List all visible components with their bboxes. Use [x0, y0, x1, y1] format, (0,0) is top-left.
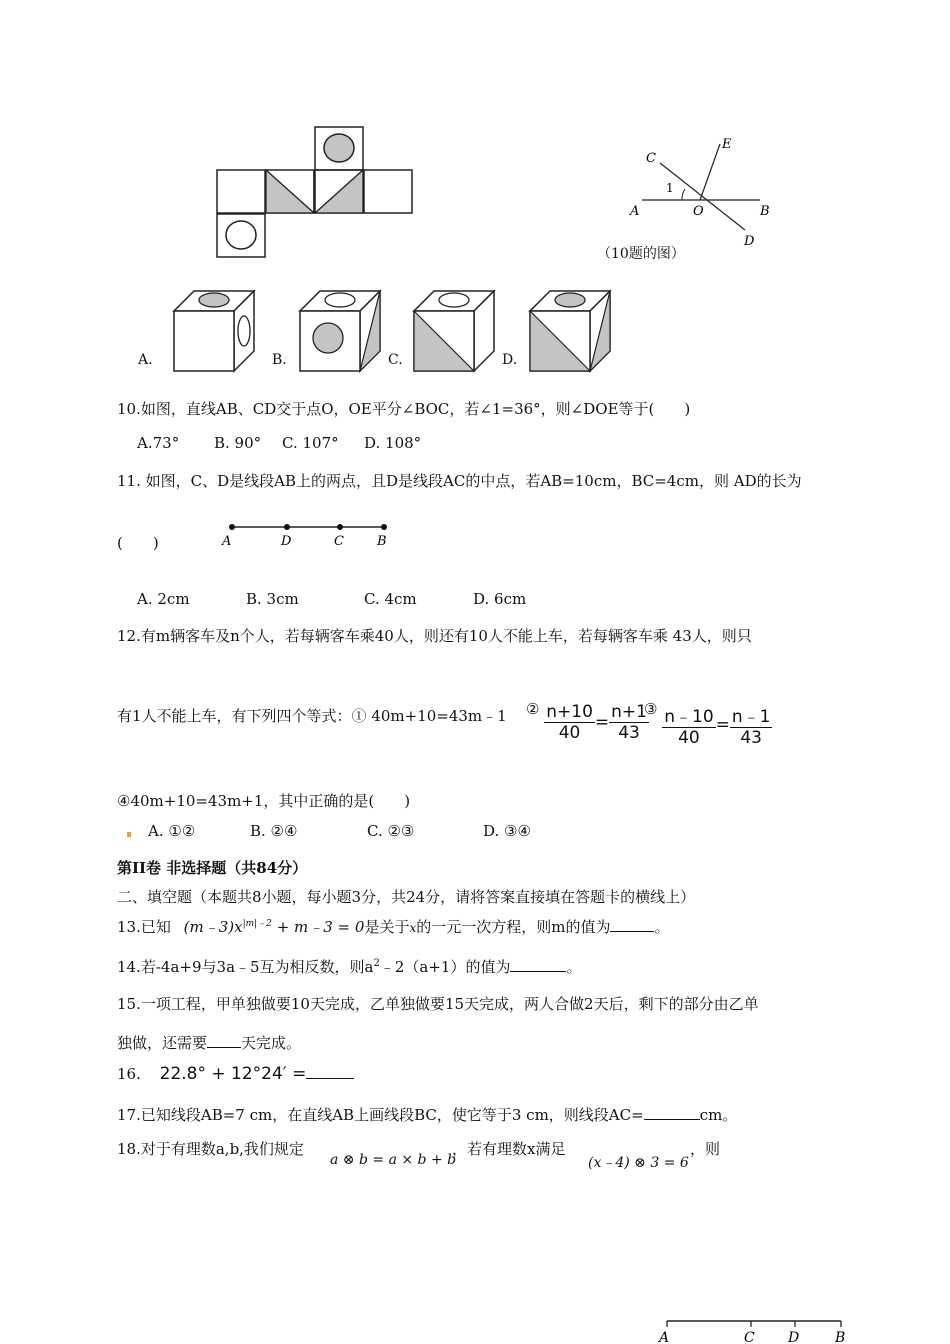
- q12-equation-3: [644, 702, 772, 748]
- question-10: 10.如图，直线AB、CD交于点O，OE平分∠BOC，若∠1=36°，则∠DOE等于( ): [117, 400, 691, 418]
- eq2-right-den: 43: [618, 723, 640, 743]
- eq3-right-fraction: [730, 702, 773, 748]
- q18-condition: (x﹣4) ⊗ 3 = 6: [588, 1155, 689, 1171]
- q11-option-d: D. 6cm: [473, 590, 527, 608]
- q12-option-d: D. ③④: [483, 822, 531, 840]
- cube-option-label-c: C.: [388, 352, 403, 368]
- q12-equation-2: [526, 702, 649, 743]
- cube-option-label-d: D.: [502, 352, 518, 368]
- cube-option-a: [168, 285, 260, 375]
- q11-option-b: B. 3cm: [246, 590, 299, 608]
- q17-answer-blank[interactable]: [644, 1119, 700, 1120]
- eq2-left-fraction: [544, 702, 595, 743]
- question-18-prefix: 18.对于有理数a,b,我们规定: [117, 1140, 304, 1158]
- q11-option-a: A. 2cm: [137, 590, 190, 608]
- question-11: 11. 如图，C、D是线段AB上的两点，且D是线段AC的中点，若AB=10cm，BC=4cm，则 AD的长为: [117, 472, 802, 490]
- q11-label-d: D: [281, 534, 292, 549]
- eq2-mark: ②: [526, 700, 540, 718]
- q13-suffix: 是关于: [364, 918, 410, 936]
- label-A: A: [630, 204, 640, 219]
- eq2-right-fraction: [609, 702, 649, 743]
- q11-option-c: C. 4cm: [364, 590, 417, 608]
- q17-text-b: cm。: [699, 1106, 738, 1124]
- q14-end: 。: [566, 958, 582, 976]
- q13-answer-blank[interactable]: [610, 931, 654, 932]
- cube-option-d: [524, 285, 616, 375]
- q10-option-a: A.73°: [137, 434, 180, 452]
- q16-answer-blank[interactable]: [306, 1078, 354, 1079]
- q15-text2a: 独做，还需要: [117, 1034, 208, 1052]
- q18-definition: a ⊗ b = a × b + b: [330, 1152, 457, 1168]
- q13-suffix2: 的一元一次方程，则m的值为: [416, 918, 611, 936]
- cube-option-label-b: B.: [272, 352, 287, 368]
- eq2-left-den: 40: [558, 723, 581, 743]
- section-2-instructions: 二、填空题（本题共8小题，每小题3分，共24分，请将答案直接填在答题卡的横线上）: [117, 888, 696, 906]
- q10-option-d: D. 108°: [364, 434, 422, 452]
- question-16: [117, 1064, 354, 1084]
- q18-mid: ，若有理数x满足: [452, 1140, 566, 1158]
- eq3-right-num: n﹣1: [730, 702, 773, 728]
- q12-option-a: A. ①②: [148, 822, 196, 840]
- question-17: [117, 1104, 737, 1125]
- q13-exponent: |m|﹣2: [242, 919, 272, 929]
- section-2-title: 第II卷 非选择题（共84分）: [117, 859, 308, 877]
- label-O: O: [693, 204, 704, 219]
- eq2-equals: =: [594, 712, 610, 733]
- q16-num: 16.: [117, 1065, 141, 1083]
- label-C: C: [646, 151, 656, 166]
- q11-label-a: A: [222, 534, 232, 549]
- q13-math: (m﹣3)x: [183, 918, 243, 936]
- bottom-segment-figure: [655, 1318, 850, 1344]
- label-1: 1: [666, 181, 674, 195]
- q15-text2b: 天完成。: [241, 1034, 302, 1052]
- q15-answer-blank[interactable]: [207, 1047, 241, 1048]
- q11-paren: ( ): [117, 534, 159, 552]
- eq2-right-num: n+1: [611, 702, 647, 722]
- eq3-left-num: n﹣10: [662, 702, 715, 728]
- question-14: [117, 956, 582, 977]
- q10-option-b: B. 90°: [214, 434, 262, 452]
- q14-sup: 2: [373, 958, 380, 969]
- cube-option-c: [408, 285, 500, 375]
- q18-end: ，则: [690, 1140, 721, 1158]
- q14-prefix: 14.若-4a+9与3a﹣5互为相反数，则a: [117, 958, 374, 976]
- q14-answer-blank[interactable]: [510, 971, 566, 972]
- q13-prefix: 13.已知: [117, 918, 171, 936]
- label-D: D: [744, 234, 755, 248]
- q16-expr: 22.8° + 12°24′ =: [159, 1064, 307, 1084]
- q12-option-b: B. ②④: [250, 822, 298, 840]
- eq2-left-num: n+10: [546, 702, 593, 722]
- q12-option-c: C. ②③: [367, 822, 415, 840]
- q17-text-a: 17.已知线段AB=7 cm，在直线AB上画线段BC，使它等于3 cm，则线段AC=: [117, 1106, 644, 1124]
- question-15-line2: [117, 1032, 301, 1053]
- label-B: B: [760, 204, 770, 219]
- q11-segment-figure: [218, 518, 393, 550]
- eq3-right-den: 43: [740, 728, 762, 748]
- q11-label-b: B: [377, 534, 387, 549]
- q14-mid: ﹣2（a+1）的值为: [379, 958, 511, 976]
- marker-dot: [127, 832, 131, 837]
- angle-figure: [620, 130, 780, 248]
- bottom-label-a: A: [659, 1330, 670, 1344]
- bottom-label-b: B: [835, 1330, 846, 1344]
- q11-label-c: C: [334, 534, 344, 549]
- question-15-line1: 15.一项工程，甲单独做要10天完成，乙单独做要15天完成，两人合做2天后，剩下的部分由乙单: [117, 995, 759, 1013]
- q10-option-c: C. 107°: [282, 434, 339, 452]
- eq3-mark: ③: [644, 700, 658, 718]
- eq3-left-den: 40: [678, 728, 700, 748]
- q13-var: x: [409, 921, 417, 935]
- question-13: [117, 916, 670, 937]
- eq3-left-fraction: [662, 702, 715, 748]
- label-E: E: [722, 137, 732, 152]
- cube-net-figure: [210, 120, 420, 262]
- eq3-equals: =: [715, 715, 730, 735]
- question-12-line1: 12.有m辆客车及n个人，若每辆客车乘40人，则还有10人不能上车，若每辆客车乘 43人，则只: [117, 627, 752, 645]
- bottom-label-c: C: [744, 1330, 755, 1344]
- q13-end: 。: [654, 918, 670, 936]
- cube-option-label-a: A.: [138, 352, 153, 368]
- question-12-line2: 有1人不能上车，有下列四个等式：① 40m+10=43m﹣1: [117, 707, 507, 725]
- q13-math2: + m﹣3 = 0: [276, 918, 365, 936]
- cube-option-b: [294, 285, 386, 375]
- bottom-label-d: D: [788, 1330, 800, 1344]
- figure-caption: （10题的图）: [597, 246, 685, 262]
- question-12-line3: ④40m+10=43m+1，其中正确的是( ): [117, 792, 411, 810]
